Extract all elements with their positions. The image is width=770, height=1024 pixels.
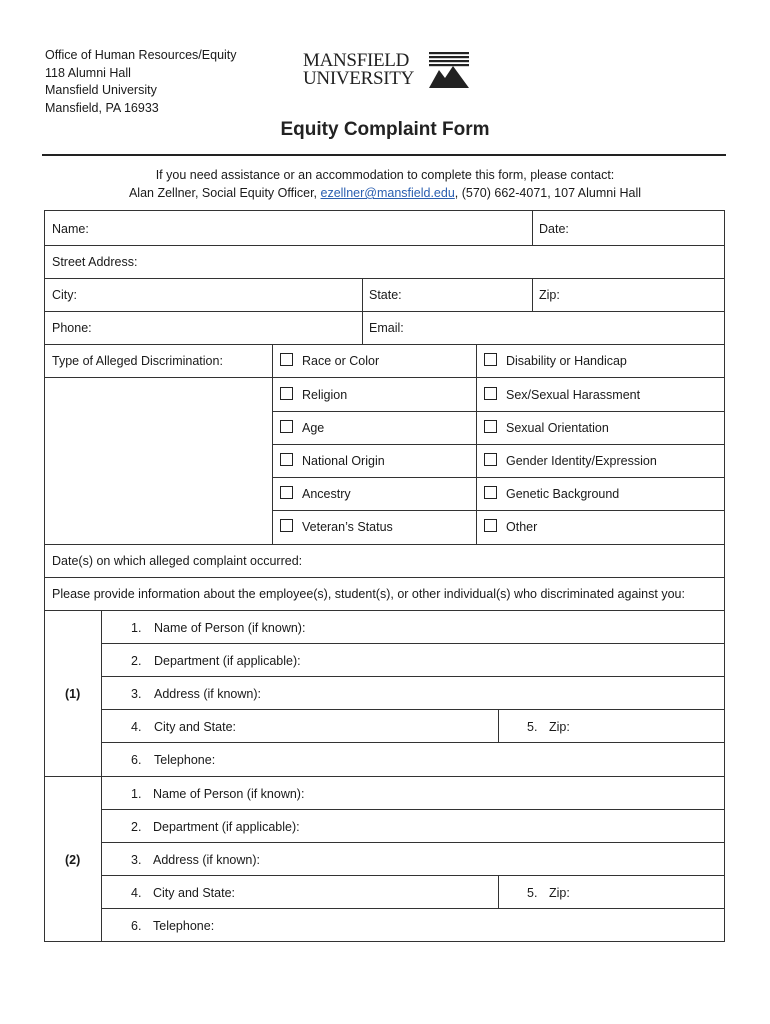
row-divider bbox=[101, 709, 725, 710]
address-line: Office of Human Resources/Equity bbox=[45, 48, 237, 62]
col-divider bbox=[476, 344, 477, 544]
item-number: 2. bbox=[131, 820, 142, 834]
row-divider bbox=[45, 544, 725, 545]
race-or-color-checkbox[interactable] bbox=[280, 353, 293, 366]
person-1-address-field[interactable]: Address (if known): bbox=[154, 687, 261, 701]
address-line: Mansfield University bbox=[45, 83, 157, 97]
university-logo bbox=[303, 50, 473, 90]
row-divider bbox=[45, 577, 725, 578]
religion-checkbox[interactable] bbox=[280, 387, 293, 400]
row-divider bbox=[101, 676, 725, 677]
col-divider bbox=[498, 875, 499, 908]
veterans-status-checkbox[interactable] bbox=[280, 519, 293, 532]
contact-prefix: Alan Zellner, Social Equity Officer, bbox=[128, 186, 321, 200]
item-number: 1. bbox=[131, 787, 142, 801]
person-2-city-state-field[interactable]: City and State: bbox=[153, 886, 235, 900]
page-title: Equity Complaint Form bbox=[280, 119, 490, 140]
option-label: Age bbox=[302, 421, 325, 435]
office-address bbox=[45, 47, 237, 117]
item-number: 2. bbox=[131, 654, 142, 668]
item-number: 6. bbox=[131, 919, 142, 933]
person-2-department-field[interactable]: Department (if applicable): bbox=[153, 820, 300, 834]
contact-suffix: , (570) 662-4071, 107 Alumni Hall bbox=[454, 186, 642, 200]
disability-checkbox[interactable] bbox=[484, 353, 497, 366]
gender-identity-checkbox[interactable] bbox=[484, 453, 497, 466]
complaint-form bbox=[44, 210, 725, 942]
col-divider bbox=[532, 278, 533, 311]
email-field[interactable]: Email: bbox=[369, 321, 404, 335]
person-2-telephone-field[interactable]: Telephone: bbox=[153, 919, 215, 933]
phone-field[interactable]: Phone: bbox=[52, 321, 92, 335]
address-line: Mansfield, PA 16933 bbox=[45, 100, 159, 115]
option-label: Gender Identity/Expression bbox=[506, 454, 657, 468]
age-checkbox[interactable] bbox=[280, 420, 293, 433]
logo-line1: MANSFIELD bbox=[303, 50, 410, 71]
row-divider bbox=[45, 245, 725, 246]
col-divider bbox=[532, 211, 533, 245]
date-field[interactable]: Date: bbox=[539, 222, 569, 236]
row-divider bbox=[45, 776, 725, 777]
item-number: 4. bbox=[131, 886, 142, 900]
state-field[interactable]: State: bbox=[369, 288, 402, 302]
col-divider bbox=[101, 610, 102, 942]
zip-field[interactable]: Zip: bbox=[539, 288, 560, 302]
item-number: 5. bbox=[527, 886, 538, 900]
address-line: 118 Alumni Hall bbox=[45, 65, 131, 80]
row-divider bbox=[272, 477, 725, 478]
col-divider bbox=[498, 709, 499, 742]
option-label: Religion bbox=[302, 388, 348, 402]
complaint-dates-field[interactable]: Date(s) on which alleged complaint occurred: bbox=[52, 554, 303, 568]
other-checkbox[interactable] bbox=[484, 519, 497, 532]
street-address-field[interactable]: Street Address: bbox=[52, 255, 138, 269]
genetic-background-checkbox[interactable] bbox=[484, 486, 497, 499]
sexual-orientation-checkbox[interactable] bbox=[484, 420, 497, 433]
logo-line2: UNIVERSITY bbox=[303, 68, 414, 89]
col-divider bbox=[272, 344, 273, 544]
option-label: Veteran’s Status bbox=[302, 520, 393, 534]
option-label: Ancestry bbox=[302, 487, 351, 501]
row-divider bbox=[45, 278, 725, 279]
row-divider bbox=[272, 411, 725, 412]
sexual-harassment-checkbox[interactable] bbox=[484, 387, 497, 400]
col-divider bbox=[362, 278, 363, 344]
row-divider bbox=[45, 610, 725, 611]
row-divider bbox=[101, 643, 725, 644]
person-1-zip-field[interactable]: Zip: bbox=[549, 720, 570, 734]
option-label: National Origin bbox=[302, 454, 385, 468]
row-divider bbox=[101, 908, 725, 909]
item-number: 4. bbox=[131, 720, 142, 734]
individuals-instructions: Please provide information about the employee(s), student(s), or other individual(s) who discriminated against you: bbox=[52, 587, 685, 601]
row-divider bbox=[272, 510, 725, 511]
row-divider bbox=[45, 311, 725, 312]
city-field[interactable]: City: bbox=[52, 288, 77, 302]
contact-line bbox=[0, 186, 770, 200]
national-origin-checkbox[interactable] bbox=[280, 453, 293, 466]
item-number: 1. bbox=[131, 621, 142, 635]
item-number: 5. bbox=[527, 720, 538, 734]
person-1-marker: (1) bbox=[65, 687, 81, 701]
item-number: 3. bbox=[131, 687, 142, 701]
item-number: 3. bbox=[131, 853, 142, 867]
option-label: Race or Color bbox=[302, 354, 380, 368]
row-divider bbox=[272, 444, 725, 445]
person-2-marker: (2) bbox=[65, 853, 81, 867]
person-1-name-field[interactable]: Name of Person (if known): bbox=[154, 621, 306, 635]
row-divider bbox=[101, 875, 725, 876]
option-label: Genetic Background bbox=[506, 487, 620, 501]
row-divider bbox=[45, 377, 725, 378]
option-label: Disability or Handicap bbox=[506, 354, 627, 368]
mountains-logo-icon bbox=[429, 52, 469, 88]
row-divider bbox=[101, 842, 725, 843]
ancestry-checkbox[interactable] bbox=[280, 486, 293, 499]
row-divider bbox=[101, 742, 725, 743]
assistance-note: If you need assistance or an accommodation to complete this form, please contact: bbox=[155, 168, 615, 182]
person-2-zip-field[interactable]: Zip: bbox=[549, 886, 570, 900]
name-field[interactable]: Name: bbox=[52, 222, 89, 236]
person-1-city-state-field[interactable]: City and State: bbox=[154, 720, 236, 734]
title-divider bbox=[42, 154, 726, 156]
person-1-telephone-field[interactable]: Telephone: bbox=[154, 753, 216, 767]
option-label: Sexual Orientation bbox=[506, 421, 609, 435]
option-label: Sex/Sexual Harassment bbox=[506, 388, 641, 402]
person-1-department-field[interactable]: Department (if applicable): bbox=[154, 654, 301, 668]
person-2-address-field[interactable]: Address (if known): bbox=[153, 853, 260, 867]
option-label: Other bbox=[506, 520, 538, 534]
row-divider bbox=[45, 344, 725, 345]
person-2-name-field[interactable]: Name of Person (if known): bbox=[153, 787, 305, 801]
item-number: 6. bbox=[131, 753, 142, 767]
row-divider bbox=[101, 809, 725, 810]
discrimination-type-label: Type of Alleged Discrimination: bbox=[52, 354, 223, 368]
contact-email-link[interactable]: ezellner@mansfield.edu bbox=[320, 186, 455, 200]
